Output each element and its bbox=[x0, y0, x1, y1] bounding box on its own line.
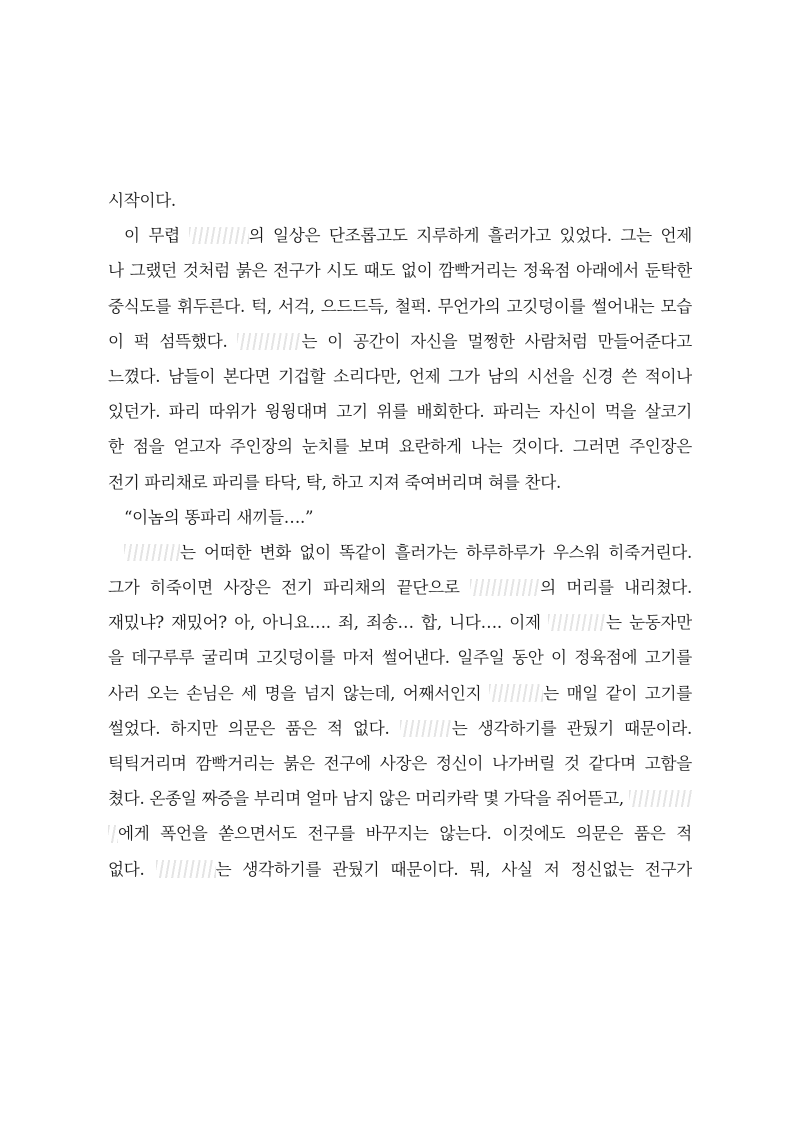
redacted-name bbox=[124, 544, 180, 561]
redacted-name bbox=[189, 227, 249, 244]
text-line: 전기 파리채로 파리를 타닥, 탁, 하고 지져 죽여버리며 혀를 찬다. bbox=[108, 472, 561, 492]
text-line: 썰었다. 하지만 의문은 품은 적 없다. 는 생각하기를 관뒀기 때문이라. bbox=[108, 718, 692, 738]
redacted-name bbox=[108, 825, 118, 842]
redacted-name bbox=[237, 333, 301, 350]
text-line: 시작이다. bbox=[108, 191, 176, 210]
redacted-name bbox=[400, 720, 452, 737]
body-text bbox=[108, 183, 692, 887]
text-line: 그가 히죽이면 사장은 전기 파리채의 끝단으로 의 머리를 내리쳤다. bbox=[108, 578, 692, 598]
text-line: 재밌냐? 재밌어? 아, 아니요…. 죄, 죄송… 합, 니다…. 이제 는 눈동자만 bbox=[108, 613, 692, 633]
text-line: 이 퍽 섬뜩했다. 는 이 공간이 자신을 멀쩡한 사람처럼 만들어준다고 bbox=[108, 331, 692, 351]
text-line: 을 데구루루 굴리며 고깃덩이를 마저 썰어낸다. 일주일 동안 이 정육점에 고기를 bbox=[108, 648, 692, 668]
redacted-name bbox=[156, 860, 216, 877]
redacted-name bbox=[629, 790, 692, 807]
text-line: 없다. 는 생각하기를 관뒀기 때문이다. 뭐, 사실 저 정신없는 전구가 bbox=[108, 859, 692, 879]
text-line: 중식도를 휘두른다. 턱, 서걱, 으드드득, 철퍽. 무언가의 고깃덩이를 썰어내는 모습 bbox=[108, 296, 692, 316]
redacted-name bbox=[470, 579, 540, 596]
text-line: 는 어떠한 변화 없이 똑같이 흘러가는 하루하루가 우스워 히죽거린다. bbox=[108, 535, 692, 570]
text-line: 틱틱거리며 깜빡거리는 붉은 전구에 사장은 정신이 나가버릴 것 같다며 고함을 bbox=[108, 754, 692, 773]
text-line: 있던가. 파리 따위가 윙윙대며 고기 위를 배회한다. 파리는 자신이 먹을 살코기 bbox=[108, 402, 692, 422]
text-line: 한 점을 얻고자 주인장의 눈치를 보며 요란하게 나는 것이다. 그러면 주인장은 bbox=[108, 437, 692, 457]
dialogue-line: “이놈의 똥파리 새끼들….” bbox=[124, 507, 314, 527]
text-line: 쳤다. 온종일 짜증을 부리며 얼마 남지 않은 머리카락 몇 가닥을 쥐어뜯고, bbox=[108, 781, 692, 816]
text-line: 에게 폭언을 쏟으면서도 전구를 바꾸지는 않는다. 이것에도 의문은 품은 적 bbox=[108, 816, 692, 851]
text-line: 사러 오는 손님은 세 명을 넘지 않는데, 어째서인지 는 매일 같이 고기를 bbox=[108, 683, 692, 703]
redacted-name bbox=[489, 684, 543, 701]
text-line: 이 무렵 의 일상은 단조롭고도 지루하게 흘러가고 있었다. 그는 언제 bbox=[124, 226, 692, 246]
redacted-name bbox=[548, 614, 606, 631]
text-line: 나 그랬던 것처럼 붉은 전구가 시도 때도 없이 깜빡거리는 정육점 아래에서 둔탁한 bbox=[108, 261, 692, 281]
text-line: 느꼈다. 남들이 본다면 기겁할 소리다만, 언제 그가 남의 시선을 신경 쓴 적이나 bbox=[108, 366, 692, 386]
